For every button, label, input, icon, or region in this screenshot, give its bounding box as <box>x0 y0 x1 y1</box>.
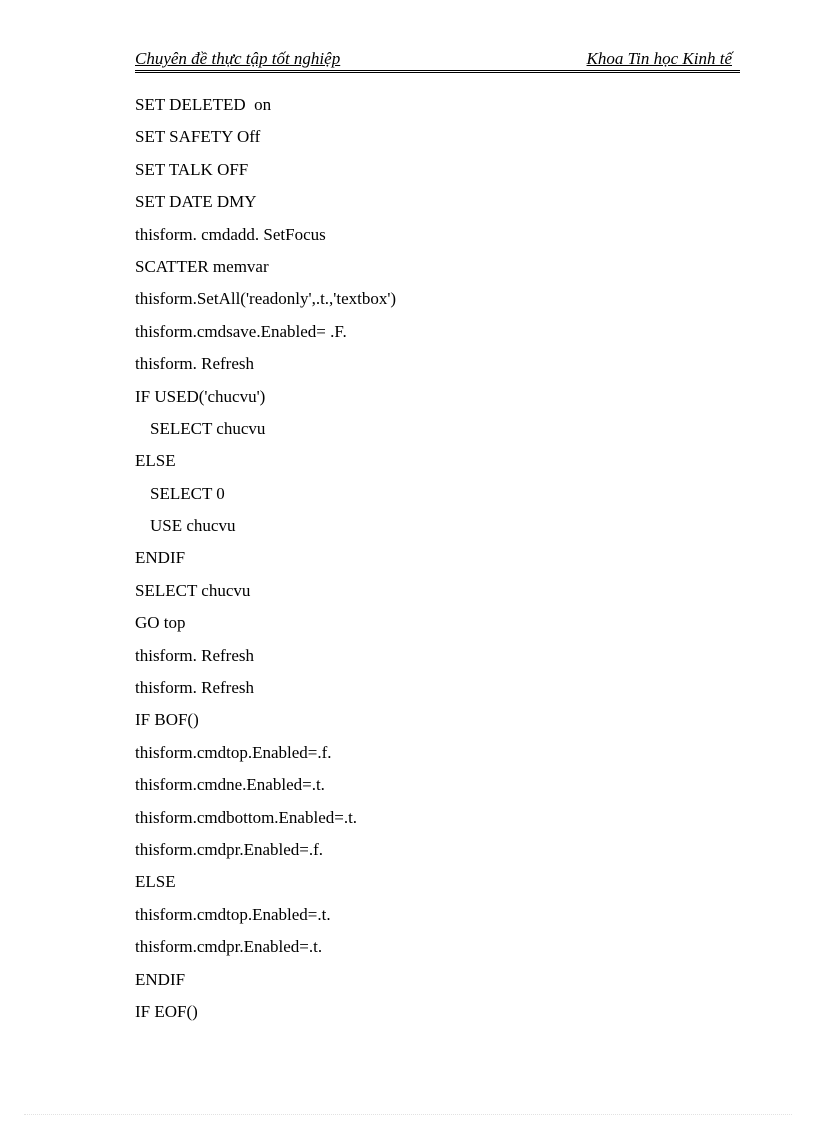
code-line: IF BOF() <box>135 710 199 730</box>
code-line: IF EOF() <box>135 1001 198 1021</box>
code-line: USE chucvu <box>150 516 236 536</box>
code-line: SELECT chucvu <box>150 418 266 438</box>
code-line: thisform. cmdadd. SetFocus <box>135 224 326 244</box>
page-bottom-rule <box>24 1114 792 1115</box>
code-line: ELSE <box>135 872 176 892</box>
code-line: ENDIF <box>135 969 186 989</box>
code-line: SCATTER memvar <box>135 256 269 276</box>
code-line: thisform.cmdbottom.Enabled=.t. <box>135 807 358 827</box>
code-block <box>135 93 695 1032</box>
header-title-left: Chuyên đề thực tập tốt nghiệp <box>135 49 341 68</box>
code-line: SELECT 0 <box>150 483 225 503</box>
code-line: SET DELETED on <box>135 95 272 114</box>
code-line: thisform.cmdtop.Enabled=.f. <box>135 742 332 762</box>
code-line: thisform.cmdne.Enabled=.t. <box>135 775 325 795</box>
code-line: SET SAFETY Off <box>135 127 261 147</box>
page-header <box>135 48 740 73</box>
code-line: thisform.SetAll('readonly',.t.,'textbox') <box>135 289 397 309</box>
code-line: SELECT chucvu <box>135 580 251 600</box>
header-title-right: Khoa Tin học Kinh tế <box>586 49 732 68</box>
code-line: ELSE <box>135 451 176 471</box>
code-line: thisform.cmdpr.Enabled=.f. <box>135 839 324 859</box>
code-line: GO top <box>135 613 186 633</box>
code-line: SET DATE DMY <box>135 192 257 212</box>
code-line: thisform. Refresh <box>135 645 254 665</box>
code-line: thisform.cmdsave.Enabled= .F. <box>135 321 347 341</box>
code-line: thisform.cmdtop.Enabled=.t. <box>135 904 331 924</box>
code-line: thisform. Refresh <box>135 354 254 374</box>
code-line: IF USED('chucvu') <box>135 386 266 406</box>
code-line: thisform. Refresh <box>135 678 254 698</box>
code-line: thisform.cmdpr.Enabled=.t. <box>135 937 323 957</box>
code-line: SET TALK OFF <box>135 159 249 179</box>
code-line: ENDIF <box>135 548 186 568</box>
